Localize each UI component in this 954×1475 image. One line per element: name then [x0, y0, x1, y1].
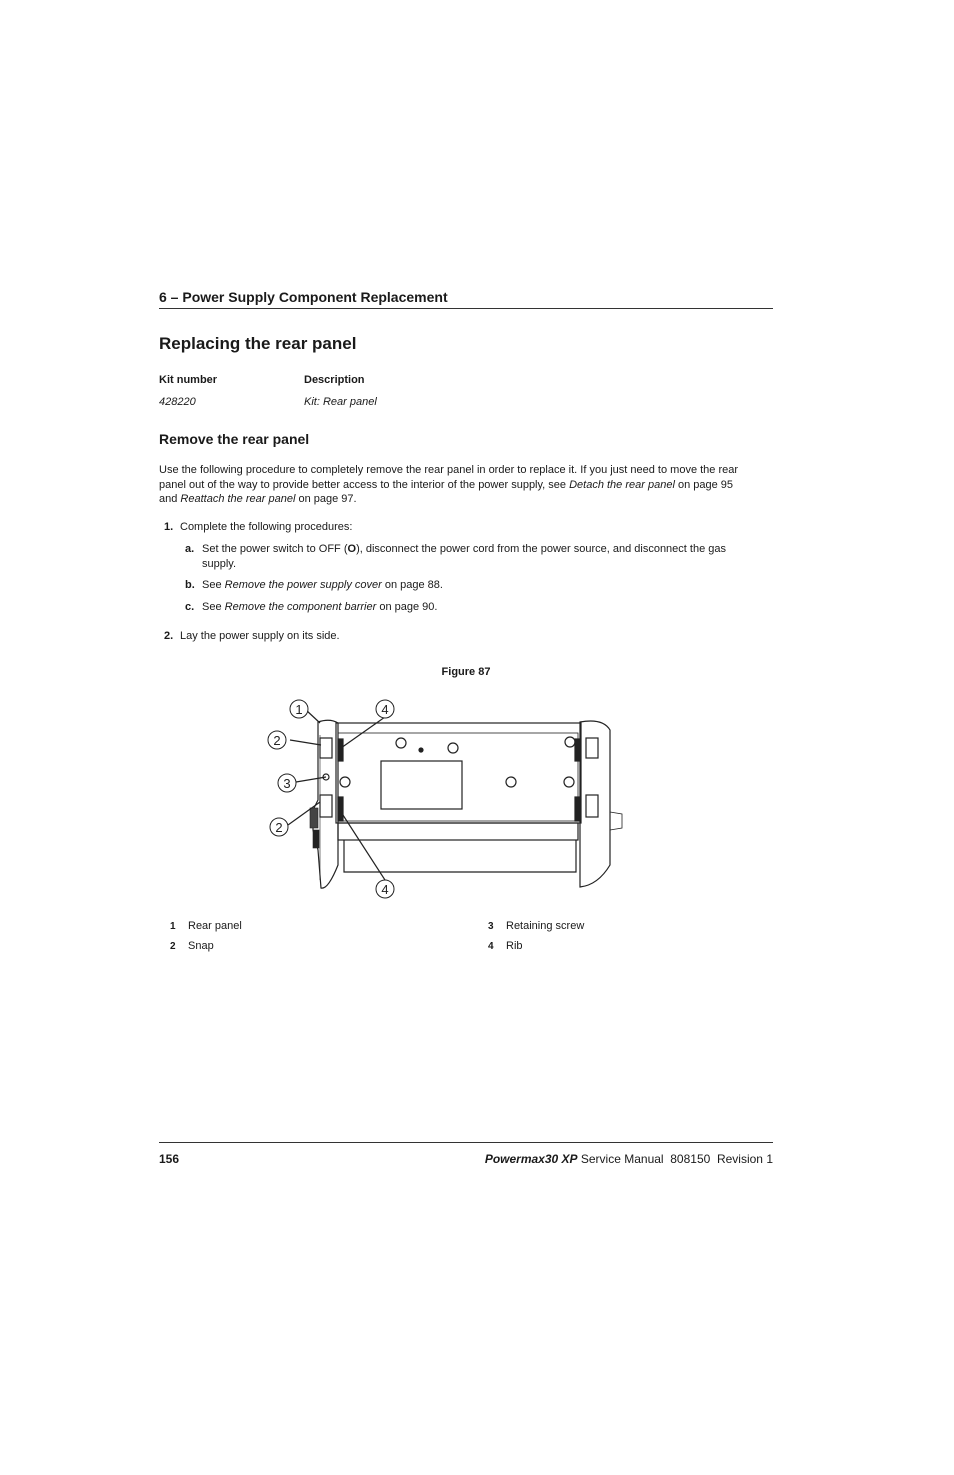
subsection-title: Remove the rear panel: [159, 431, 310, 447]
product-name: Powermax30 XP: [484, 1152, 578, 1166]
power-supply-cover-link[interactable]: Remove the power supply cover: [224, 579, 382, 591]
rib: [338, 797, 343, 821]
base-outline: [344, 840, 576, 872]
kit-description-value: Kit: Rear panel: [304, 396, 377, 408]
step-text: Lay the power supply on its side.: [180, 630, 340, 642]
callout-label: 1: [295, 702, 303, 717]
callout-label: 2: [275, 820, 283, 835]
callout-label: 4: [381, 702, 389, 717]
legend-number: 3: [488, 921, 494, 932]
snap: [586, 795, 598, 817]
figure-caption: Figure 87: [441, 666, 491, 678]
rear-panel-figure: [258, 690, 638, 905]
callout-label: 4: [381, 882, 389, 897]
step-2: [164, 629, 340, 644]
intro-line-2: [159, 478, 773, 493]
legend-item: [488, 920, 584, 932]
substep-text: on page 88.: [381, 579, 443, 591]
component-barrier-link[interactable]: Remove the component barrier: [224, 601, 377, 613]
footer-info: [485, 1152, 773, 1166]
callout-label: 2: [273, 733, 281, 748]
detach-link[interactable]: Detach the rear panel: [569, 478, 675, 491]
intro-paragraph: [159, 463, 773, 507]
screw: [396, 738, 406, 748]
substep-text: See: [202, 579, 225, 591]
snap: [586, 738, 598, 758]
leader-line: [341, 717, 385, 748]
intro-line-1: Use the following procedure to completely remove the rear panel in order to replace it. If you just need to move the rear: [159, 464, 739, 476]
snap: [320, 738, 332, 758]
leader-line: [296, 777, 326, 782]
step-number: 1.: [164, 521, 174, 533]
callout-label: 3: [283, 776, 291, 791]
indicator-dot: [419, 748, 423, 752]
rib: [338, 739, 343, 761]
legend-item: [488, 940, 523, 952]
screw: [564, 777, 574, 787]
lower-housing: [338, 823, 578, 840]
legend-label: Rear panel: [188, 920, 242, 932]
substep-text: ), disconnect the power cord from the power source, and disconnect the gas: [356, 543, 726, 555]
legend-number: 2: [170, 941, 176, 952]
header-rule: [159, 308, 773, 309]
legend-label: Rib: [506, 940, 523, 952]
page-number: 156: [159, 1152, 180, 1166]
leader-line: [306, 710, 320, 723]
kit-number-header: Kit number: [159, 374, 218, 386]
leader-line: [341, 812, 385, 880]
intro-text: on page 95: [674, 478, 734, 491]
screw: [565, 737, 575, 747]
substep-text: on page 90.: [376, 601, 438, 613]
legend-item: [170, 920, 242, 932]
screw: [448, 743, 458, 753]
display-window: [381, 761, 462, 809]
legend-number: 1: [170, 921, 176, 932]
reattach-link[interactable]: Reattach the rear panel: [180, 493, 296, 506]
leader-line: [290, 740, 321, 745]
intro-text: and: [159, 493, 181, 506]
screw: [506, 777, 516, 787]
substep-c: [185, 600, 437, 615]
intro-text: panel out of the way to provide better access to the interior of the power supply, see: [159, 478, 570, 491]
legend-number: 4: [488, 941, 494, 952]
section-title: Replacing the rear panel: [159, 334, 357, 353]
substep-text: Set the power switch to OFF (: [202, 543, 348, 555]
description-header: Description: [304, 374, 365, 386]
step-1: [164, 520, 352, 535]
power-supply-body: [336, 723, 581, 823]
substep-letter: c.: [185, 601, 195, 613]
screw: [340, 777, 350, 787]
step-text: Complete the following procedures:: [180, 521, 353, 533]
footer-rule: [159, 1142, 773, 1143]
substep-a: [185, 542, 773, 571]
front-panel-right: [580, 721, 610, 887]
manual-info: Service Manual 808150 Revision 1: [577, 1152, 773, 1166]
off-symbol: O: [347, 543, 357, 555]
rib: [575, 797, 580, 821]
legend-label: Retaining screw: [506, 920, 585, 932]
chapter-heading: 6 – Power Supply Component Replacement: [159, 289, 448, 305]
legend-label: Snap: [188, 940, 214, 952]
substep-letter: b.: [185, 579, 195, 591]
substep-text: supply.: [202, 557, 237, 570]
substep-text: See: [202, 601, 225, 613]
legend-item: [170, 940, 214, 952]
substep-letter: a.: [185, 543, 195, 555]
substep-b: [185, 578, 443, 593]
intro-line-3: [159, 492, 773, 507]
step-number: 2.: [164, 630, 174, 642]
rib: [575, 739, 580, 761]
kit-number-value: 428220: [159, 396, 196, 408]
intro-text: on page 97.: [295, 493, 357, 506]
snap: [320, 795, 332, 817]
